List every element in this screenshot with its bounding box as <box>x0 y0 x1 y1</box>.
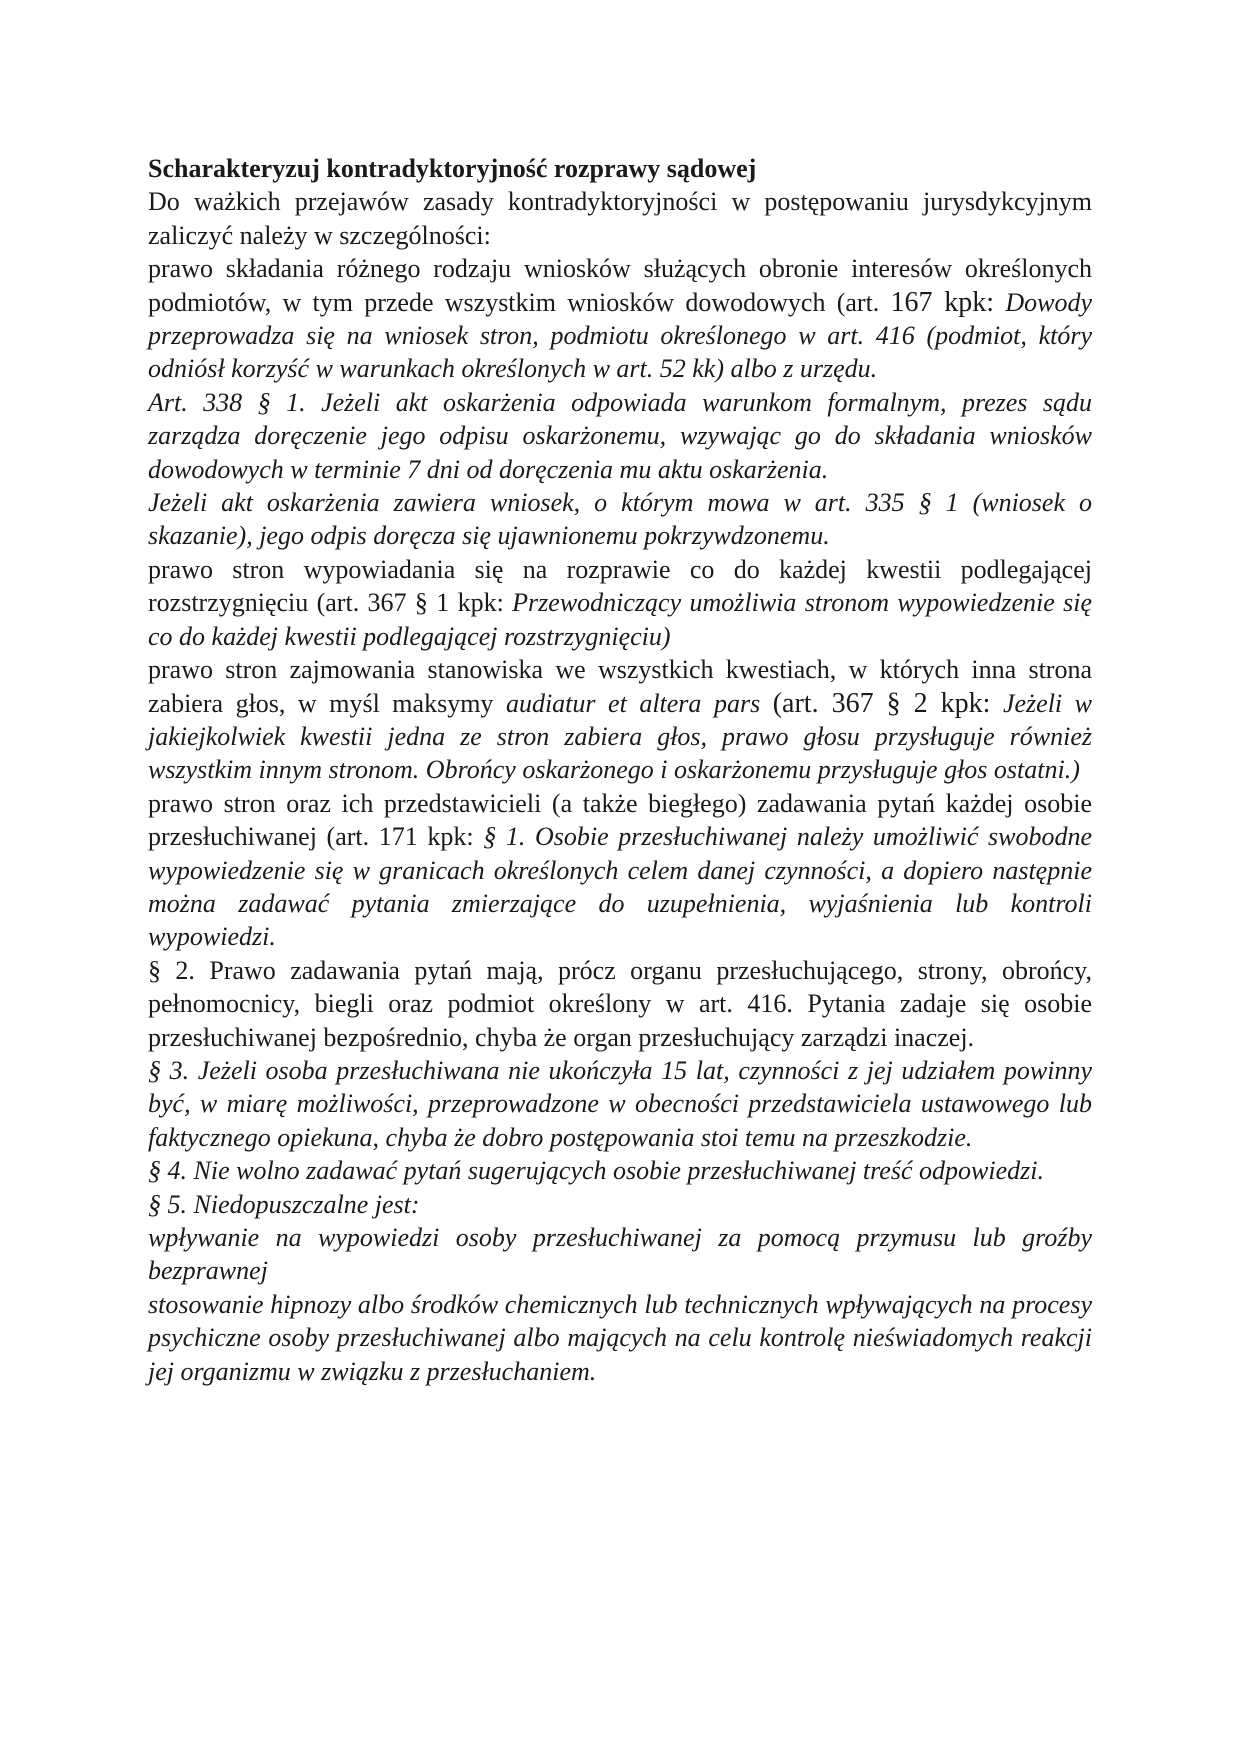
paragraph-questions-text: prawo stron oraz ich przedstawicieli (a także biegłego) zadawania pytań każdej osobie przesłuchiwanej (art. 171 kpk: <box>148 788 1092 852</box>
article-reference: (art. 367 § 2 kpk: <box>772 687 991 719</box>
intro-paragraph: Do ważkich przejawów zasady kontradyktoryjności w postępowaniu jurysdykcyjnym zaliczyć należy w szczególności: <box>148 187 1092 250</box>
paragraph-statements <box>148 553 1092 653</box>
article-reference: 167 kpk: <box>890 286 995 318</box>
paragraph-positions <box>148 653 1092 787</box>
document-title: Scharakteryzuj kontradyktoryjność rozprawy sądowej <box>148 154 757 183</box>
list-item: wpływanie na wypowiedzi osoby przesłuchiwanej za pomocą przymusu lub groźby bezprawnej <box>148 1223 1092 1286</box>
quoted-provision: Dowody przeprowadza się na wniosek stron, podmiotu określonego w art. 416 (podmiot, który odniósł korzyść w warunkach określonych w art. 52 kk) albo z urzędu. <box>148 287 1092 384</box>
article-338-paragraph-2: Jeżeli akt oskarżenia zawiera wniosek, o którym mowa w art. 335 § 1 (wniosek o skazanie), jego odpis doręcza się ujawnionemu pokrzywdzonemu. <box>148 488 1092 551</box>
section-5: § 5. Niedopuszczalne jest: <box>148 1189 420 1219</box>
paragraph-motions <box>148 252 1092 386</box>
quoted-provision: § 1. Osobie przesłuchiwanej należy umożliwić swobodne wypowiedzenie się w granicach określonych celem danej czynności, a dopiero następnie można zadawać pytania zmierzające do uzupełnienia, wyjaśnienia lub kontroli wypowiedzi. <box>148 822 1092 952</box>
document-body <box>148 152 1092 1388</box>
section-3: § 3. Jeżeli osoba przesłuchiwana nie ukończyła 15 lat, czynności z jej udziałem powinny być, w miarę możliwości, przeprowadzone w obecności przedstawiciela ustawowego lub faktycznego opiekuna, chyba że dobro postępowania stoi temu na przeszkodzie. <box>148 1055 1092 1152</box>
quoted-provision: Przewodniczący umożliwia stronom wypowiedzenie się co do każdej kwestii podlegającej rozstrzygnięciu) <box>148 588 1092 651</box>
paragraph-positions-text: prawo stron zajmowania stanowiska we wszystkich kwestiach, w których inna strona zabiera głos, w myśl maksymy <box>148 655 1092 718</box>
article-338-paragraph-1: Art. 338 § 1. Jeżeli akt oskarżenia odpowiada warunkom formalnym, prezes sądu zarządza doręczenie jego odpisu oskarżonemu, wzywając go do składania wniosków dowodowych w terminie 7 dni od doręczenia mu aktu oskarżenia. <box>148 387 1092 484</box>
quoted-provision: Jeżeli w jakiejkolwiek kwestii jedna ze stron zabiera głos, prawo głosu przysługuje również wszystkim innym stronom. Obrońcy oskarżonego i oskarżonemu przysługuje głos ostatni.) <box>148 688 1093 785</box>
list-item: stosowanie hipnozy albo środków chemicznych lub technicznych wpływających na procesy psychiczne osoby przesłuchiwanej albo mających na celu kontrolę nieświadomych reakcji jej organizmu w związku z przesłuchaniem. <box>148 1289 1092 1386</box>
paragraph-statements-text: prawo stron wypowiadania się na rozprawie co do każdej kwestii podlegającej rozstrzygnięciu (art. 367 § 1 kpk: <box>148 554 1092 618</box>
paragraph-questions <box>148 787 1092 954</box>
paragraph-motions-text: prawo składania różnego rodzaju wniosków służących obronie interesów określonych podmiotów, w tym przede wszystkim wniosków dowodowych (art. <box>148 254 1092 317</box>
section-4: § 4. Nie wolno zadawać pytań sugerujących osobie przesłuchiwanej treść odpowiedzi. <box>148 1156 1044 1186</box>
latin-maxim: audiatur et altera pars <box>505 688 761 718</box>
section-2: § 2. Prawo zadawania pytań mają, prócz organu przesłuchującego, strony, obrońcy, pełnomocnicy, biegli oraz podmiot określony w art. 416. Pytania zadaje się osobie przesłuchiwanej bezpośrednio, chyba że organ przesłuchujący zarządzi inaczej. <box>148 955 1092 1052</box>
